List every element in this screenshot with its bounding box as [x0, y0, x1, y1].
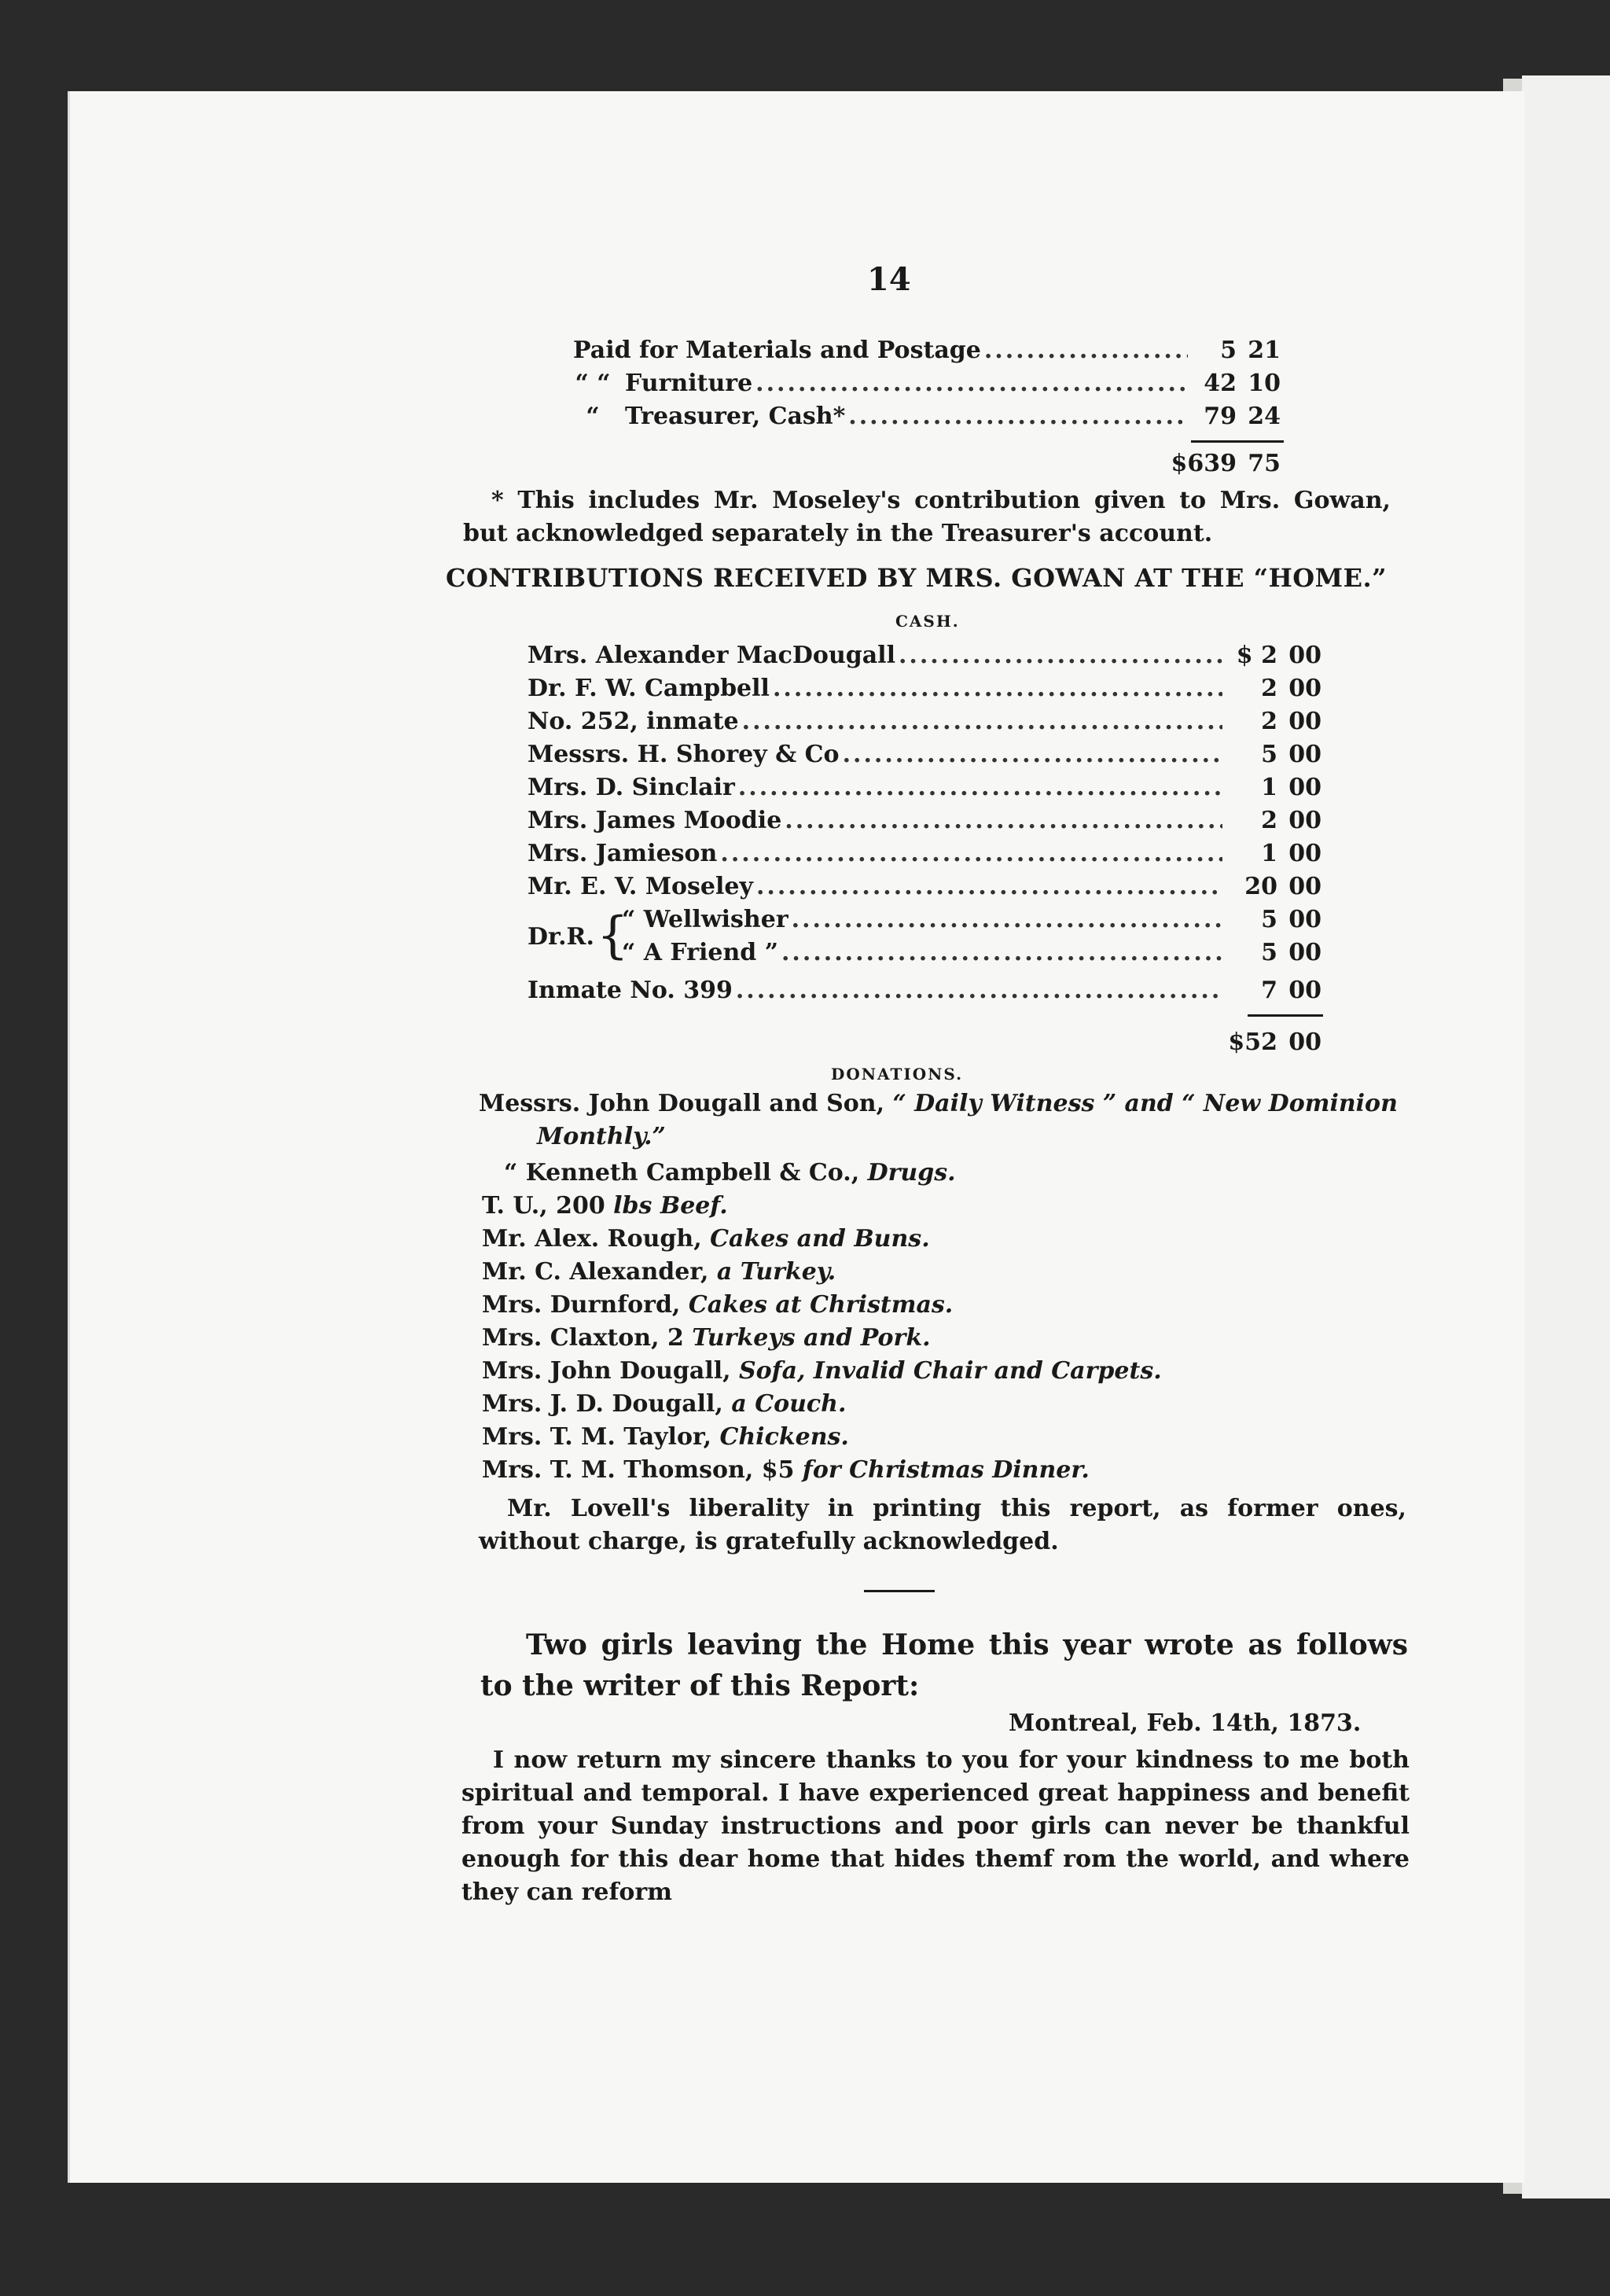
donation-giver: Mrs. John Dougall, [482, 1357, 739, 1385]
donation-gift: for Christmas Dinner. [802, 1456, 1090, 1484]
cash-row [527, 675, 1321, 702]
donations-heading: DONATIONS. [831, 1065, 964, 1084]
donation-line [482, 1357, 1162, 1385]
cash-dollars: 1 [1261, 840, 1277, 867]
donation-gift: a Couch. [731, 1390, 847, 1418]
cash-cents: 00 [1288, 807, 1321, 834]
cash-dollars: 2 [1261, 708, 1277, 735]
leader-dots [742, 708, 1222, 735]
donation-line [482, 1291, 953, 1319]
ditto-mark: “ “ [575, 370, 611, 397]
donation-giver: Mrs. Durnford, [482, 1291, 689, 1319]
total-cents: 75 [1248, 450, 1281, 477]
donation-giver: Mr. Alex. Rough, [482, 1225, 711, 1253]
donation-gift: lbs Beef. [613, 1192, 728, 1220]
donation-gift: a Turkey. [716, 1258, 836, 1286]
expense-total [573, 450, 1281, 477]
page-number: 14 [867, 261, 911, 298]
dr-r-item-label: “ Wellwisher [622, 906, 788, 933]
cash-row [527, 807, 1321, 834]
donation-giver: Mrs. Claxton, 2 [482, 1324, 693, 1352]
cash-row [527, 977, 1321, 1004]
total-cents: 00 [1288, 1028, 1321, 1056]
donation-line [482, 1423, 849, 1451]
leader-dots [984, 337, 1188, 364]
donation-line [482, 1324, 931, 1352]
cash-cents: 00 [1288, 840, 1321, 867]
brace-icon: { [597, 907, 629, 965]
cash-dollars: 7 [1261, 977, 1277, 1004]
donation-gift: Turkeys and Pork. [692, 1324, 931, 1352]
leader-dots [899, 642, 1222, 669]
donation-gift: “ Daily Witness ” and “ New Dominion [892, 1090, 1398, 1117]
donation-giver: T. U., 200 [482, 1192, 614, 1220]
leader-dots [781, 939, 1222, 966]
cash-label: Dr. F. W. Campbell [527, 675, 770, 702]
cash-cents: 00 [1288, 774, 1321, 801]
expense-label: Paid for Materials and Postage [573, 337, 981, 364]
donation-gift: Cakes and Buns. [710, 1225, 930, 1253]
leader-dots [755, 370, 1188, 397]
expense-dollars: 5 [1220, 337, 1237, 364]
expense-cents: 10 [1248, 370, 1281, 397]
dr-r-item-label: “ A Friend ” [622, 939, 778, 966]
cash-cents: 00 [1288, 675, 1321, 702]
cash-row [527, 741, 1321, 768]
donation-line [504, 1159, 956, 1187]
donation-giver: Mrs. J. D. Dougall, [482, 1390, 732, 1418]
cash-dollars: 20 [1244, 873, 1277, 900]
total-dollars: $52 [1228, 1028, 1277, 1056]
expense-dollars: 42 [1204, 370, 1237, 397]
leader-dots [736, 977, 1222, 1004]
cash-label: Mrs. Alexander MacDougall [527, 642, 895, 669]
dr-r-label: Dr.R. [527, 923, 594, 951]
cash-dollars: 2 [1261, 675, 1277, 702]
donation-gift: Drugs. [867, 1159, 956, 1187]
cash-heading: CASH. [895, 612, 960, 631]
dr-r-cents: 00 [1288, 906, 1321, 933]
leader-dots [843, 741, 1222, 768]
donation-line [482, 1258, 836, 1286]
expense-label: Treasurer, Cash* [625, 403, 846, 430]
total-rule [1191, 440, 1284, 443]
expense-dollars: 79 [1204, 403, 1237, 430]
cash-row [527, 774, 1321, 801]
cash-label: Mrs. James Moodie [527, 807, 782, 834]
cash-dollars: $ 2 [1236, 642, 1277, 669]
leader-dots [848, 403, 1188, 430]
leader-dots [738, 774, 1222, 801]
cash-cents: 00 [1288, 741, 1321, 768]
contributions-heading: CONTRIBUTIONS RECEIVED BY MRS. GOWAN AT THE “HOME.” [446, 563, 1388, 593]
cash-row [527, 840, 1321, 867]
donation-giver: “ Kenneth Campbell & Co., [504, 1159, 868, 1187]
donation-giver: Mr. C. Alexander, [482, 1258, 717, 1286]
donation-line [479, 1090, 1398, 1117]
expense-cents: 24 [1248, 403, 1281, 430]
dr-r-dollars: 5 [1261, 939, 1277, 966]
section-divider [864, 1590, 935, 1592]
cash-cents: 00 [1288, 708, 1321, 735]
dr-r-cents: 00 [1288, 939, 1321, 966]
dr-r-row [622, 939, 1321, 966]
donation-gift: Sofa, Invalid Chair and Carpets. [739, 1357, 1162, 1385]
document-page [68, 91, 1524, 2183]
expense-label: Furniture [625, 370, 753, 397]
expense-row [573, 337, 1281, 364]
cash-dollars: 2 [1261, 807, 1277, 834]
donation-giver: Mrs. T. M. Taylor, [482, 1423, 720, 1451]
expense-row [573, 370, 1281, 397]
total-dollars: $639 [1171, 450, 1237, 477]
leader-dots [785, 807, 1222, 834]
cash-list [527, 642, 1321, 1098]
donation-gift: Cakes at Christmas. [688, 1291, 954, 1319]
cash-row [527, 708, 1321, 735]
cash-cents: 00 [1288, 642, 1321, 669]
donation-line [482, 1225, 930, 1253]
cash-dollars: 5 [1261, 741, 1277, 768]
expense-row [573, 403, 1281, 430]
expense-cents: 21 [1248, 337, 1281, 364]
leader-dots [792, 906, 1222, 933]
letter-date: Montreal, Feb. 14th, 1873. [1009, 1709, 1362, 1737]
donation-line [482, 1390, 846, 1418]
cash-label: Messrs. H. Shorey & Co [527, 741, 840, 768]
leader-dots [720, 840, 1222, 867]
lovell-note: Mr. Lovell's liberality in printing this report, as former ones, without charge, is gratefully acknowledged. [479, 1495, 1406, 1555]
cash-label: Mrs. D. Sinclair [527, 774, 735, 801]
donation-line [482, 1192, 728, 1220]
leader-dots [773, 675, 1222, 702]
cash-row [527, 642, 1321, 669]
ditto-mark: “ [586, 403, 600, 430]
donation-giver: Messrs. John Dougall and Son, [479, 1090, 893, 1117]
cash-row [527, 873, 1321, 900]
donation-gift: Monthly.” [537, 1123, 666, 1150]
cash-total [527, 1028, 1321, 1056]
donation-line [537, 1123, 666, 1150]
total-rule [1248, 1014, 1323, 1017]
dr-r-row [622, 906, 1321, 933]
cash-label: No. 252, inmate [527, 708, 739, 735]
donation-line [482, 1456, 1090, 1484]
cash-dollars: 1 [1261, 774, 1277, 801]
adjacent-page-edge [1522, 75, 1610, 2198]
dr-r-dollars: 5 [1261, 906, 1277, 933]
cash-cents: 00 [1288, 977, 1321, 1004]
leader-dots [756, 873, 1222, 900]
cash-label: Mrs. Jamieson [527, 840, 718, 867]
cash-label: Inmate No. 399 [527, 977, 733, 1004]
letter-intro: Two girls leaving the Home this year wrote as follows to the writer of this Report: [480, 1628, 1408, 1702]
letter-body: I now return my sincere thanks to you for your kindness to me both spiritual and temporal. I have experienced great happiness and benefit from your Sunday instructions and poor girls can never be thankful enough for this dear home that hides themf rom the world, and where they can reform [461, 1746, 1410, 1906]
footnote: * This includes Mr. Moseley's contribution given to Mrs. Gowan, but acknowledged separately in the Treasurer's account. [463, 487, 1391, 547]
cash-cents: 00 [1288, 873, 1321, 900]
donation-giver: Mrs. T. M. Thomson, $5 [482, 1456, 803, 1484]
cash-label: Mr. E. V. Moseley [527, 873, 753, 900]
donation-gift: Chickens. [719, 1423, 849, 1451]
